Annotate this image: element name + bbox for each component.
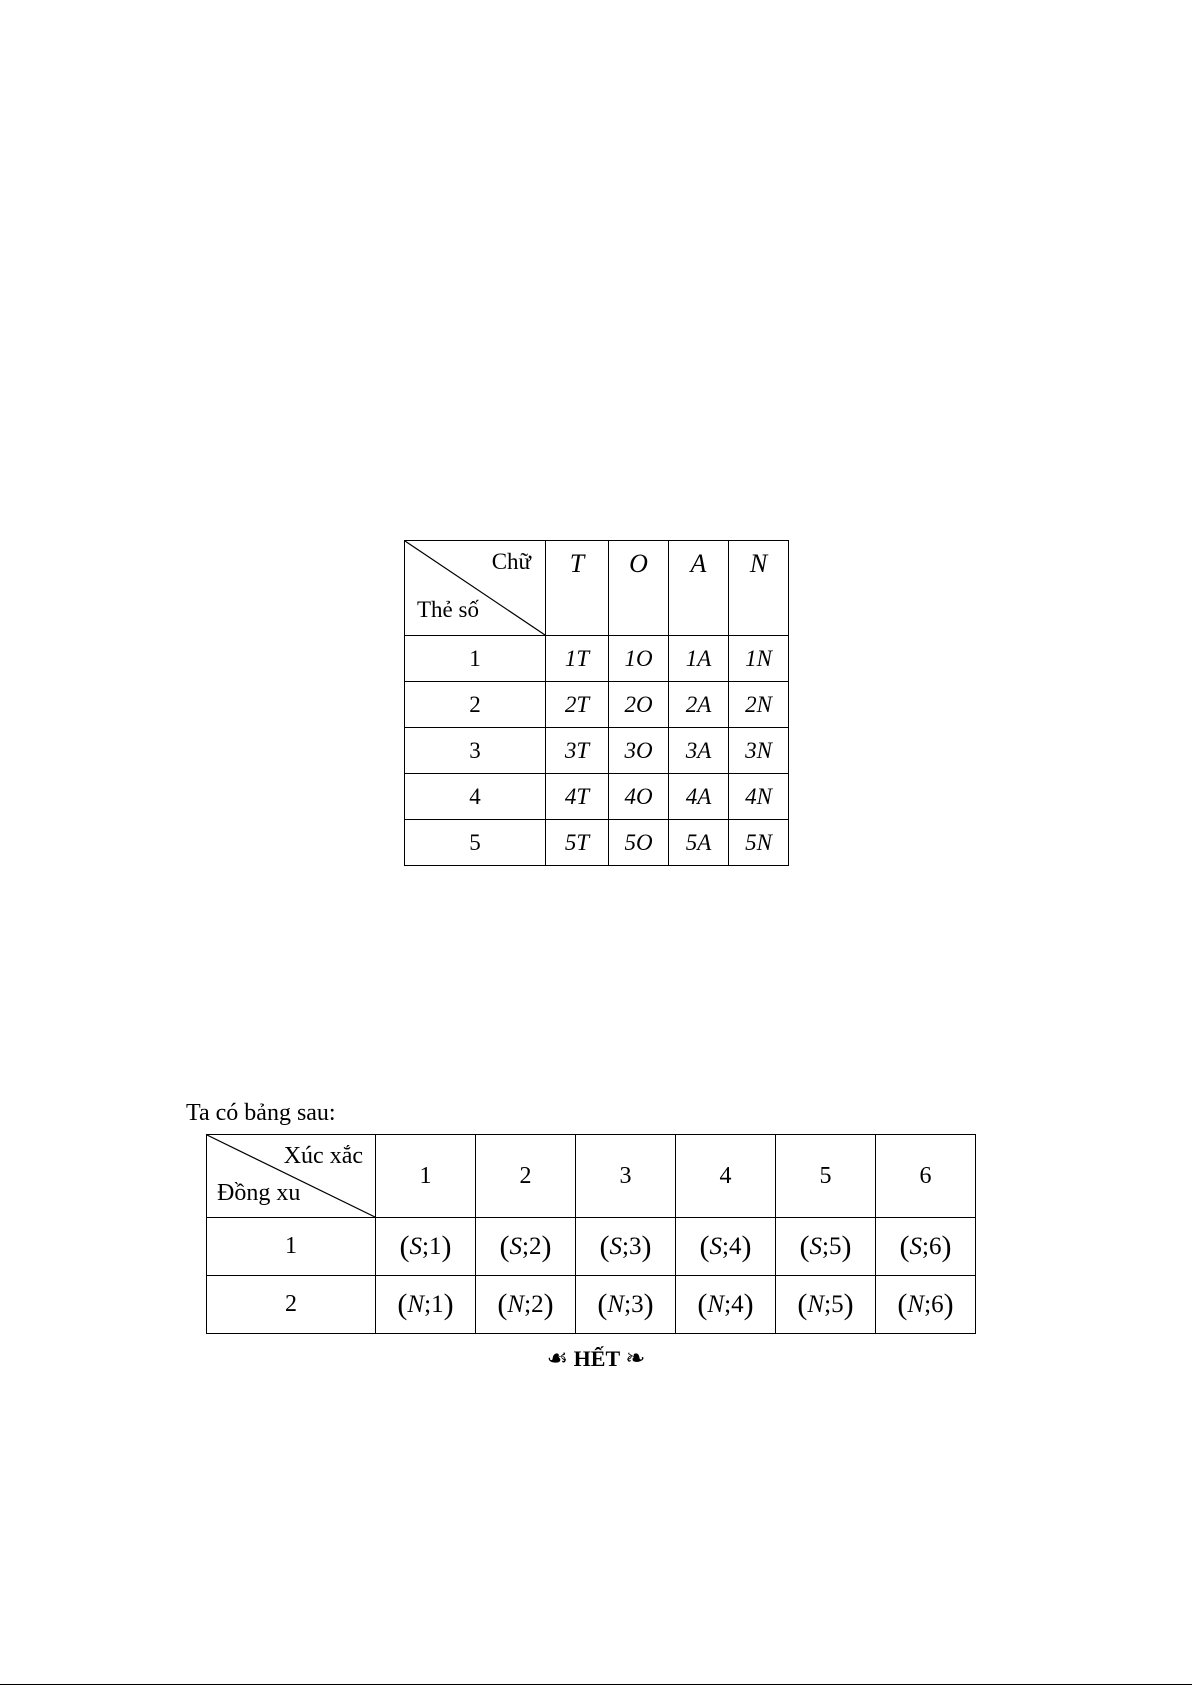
outcome-cell: (S;4) <box>676 1218 776 1276</box>
outcome-die: 3 <box>631 1290 644 1318</box>
outcome-cell: (N;3) <box>576 1276 676 1334</box>
table1-row <box>405 774 789 820</box>
outcome-die: 4 <box>728 1232 742 1260</box>
table1-row <box>405 636 789 682</box>
outcome-cell: (N;6) <box>876 1276 976 1334</box>
outcome-coin: N <box>407 1290 425 1318</box>
table1-row-label: 1 <box>405 636 546 682</box>
table1-cell: 5O <box>609 820 669 866</box>
table1-corner-top: Chữ <box>491 549 531 574</box>
table2-col-header: 2 <box>476 1135 576 1218</box>
table1-letter-header: N <box>729 541 789 636</box>
outcome-die: 6 <box>931 1290 944 1318</box>
table2-col-header: 6 <box>876 1135 976 1218</box>
table1-cell: 3A <box>669 728 729 774</box>
table1-row-label: 3 <box>405 728 546 774</box>
table1-letter-header: O <box>609 541 669 636</box>
table2-col-header: 3 <box>576 1135 676 1218</box>
table2-col-header: 4 <box>676 1135 776 1218</box>
table1-cell: 4T <box>546 774 609 820</box>
table1-cell: 1N <box>729 636 789 682</box>
outcome-coin: N <box>707 1290 725 1318</box>
right-ornament-icon: ❧ <box>625 1346 646 1372</box>
table1-row-label: 2 <box>405 682 546 728</box>
table1-cell: 3N <box>729 728 789 774</box>
table1-cell: 2N <box>729 682 789 728</box>
outcome-cell: (S;2) <box>476 1218 576 1276</box>
table1-row-label: 5 <box>405 820 546 866</box>
table1-cell: 2A <box>669 682 729 728</box>
outcome-coin: N <box>907 1290 925 1318</box>
outcome-cell: (N;4) <box>676 1276 776 1334</box>
table2-row-label: 1 <box>207 1218 376 1276</box>
table1-row <box>405 682 789 728</box>
table1-cell: 1T <box>546 636 609 682</box>
outcome-die: 1 <box>428 1232 442 1260</box>
outcome-coin: N <box>807 1290 825 1318</box>
outcome-die: 3 <box>628 1232 642 1260</box>
outcome-die: 2 <box>528 1232 542 1260</box>
table1-cell: 5N <box>729 820 789 866</box>
outcome-coin: S <box>909 1232 923 1260</box>
outcome-coin: S <box>409 1232 423 1260</box>
outcome-die: 1 <box>431 1290 444 1318</box>
table1-row-label: 4 <box>405 774 546 820</box>
outcome-cell: (S;6) <box>876 1218 976 1276</box>
table2-corner-bottom: Đồng xu <box>217 1180 301 1206</box>
table2-header-row <box>207 1135 976 1218</box>
table1-row <box>405 728 789 774</box>
table2-col-header: 5 <box>776 1135 876 1218</box>
outcome-die: 6 <box>928 1232 942 1260</box>
outcome-coin: S <box>709 1232 723 1260</box>
table2-corner-cell <box>207 1135 376 1218</box>
letter-card-table <box>404 540 789 866</box>
table2-row <box>207 1276 976 1334</box>
table1-letter-header: A <box>669 541 729 636</box>
table2-row <box>207 1218 976 1276</box>
left-ornament-icon: ☙ <box>546 1346 569 1372</box>
end-marker <box>0 1344 1192 1373</box>
outcome-cell: (S;5) <box>776 1218 876 1276</box>
table2-caption: Ta có bảng sau: <box>186 1100 336 1126</box>
table2-row-label: 2 <box>207 1276 376 1334</box>
table1-cell: 5A <box>669 820 729 866</box>
table1-cell: 3O <box>609 728 669 774</box>
outcome-cell: (N;5) <box>776 1276 876 1334</box>
outcome-coin: S <box>509 1232 523 1260</box>
table1-cell: 4O <box>609 774 669 820</box>
table1-cell: 3T <box>546 728 609 774</box>
outcome-cell: (S;3) <box>576 1218 676 1276</box>
table1-corner-cell <box>405 541 546 636</box>
table1-cell: 2O <box>609 682 669 728</box>
table1-cell: 2T <box>546 682 609 728</box>
outcome-coin: S <box>809 1232 823 1260</box>
outcome-die: 5 <box>831 1290 844 1318</box>
table1-cell: 1A <box>669 636 729 682</box>
outcome-cell: (N;2) <box>476 1276 576 1334</box>
table1-corner-bottom: Thẻ số <box>417 597 479 622</box>
table1-row <box>405 820 789 866</box>
outcome-coin: S <box>609 1232 623 1260</box>
table1-cell: 1O <box>609 636 669 682</box>
outcome-cell: (S;1) <box>376 1218 476 1276</box>
outcome-die: 4 <box>731 1290 744 1318</box>
end-text: HẾT <box>573 1346 620 1371</box>
outcome-die: 5 <box>828 1232 842 1260</box>
table2-corner-top: Xúc xắc <box>283 1143 363 1169</box>
table2-col-header: 1 <box>376 1135 476 1218</box>
table1-letter-header: T <box>546 541 609 636</box>
table1-cell: 5T <box>546 820 609 866</box>
outcome-coin: N <box>607 1290 625 1318</box>
outcome-die: 2 <box>531 1290 544 1318</box>
table1-header-row <box>405 541 789 636</box>
outcome-cell: (N;1) <box>376 1276 476 1334</box>
coin-dice-table <box>206 1134 976 1334</box>
outcome-coin: N <box>507 1290 525 1318</box>
table1-cell: 4A <box>669 774 729 820</box>
table1-cell: 4N <box>729 774 789 820</box>
